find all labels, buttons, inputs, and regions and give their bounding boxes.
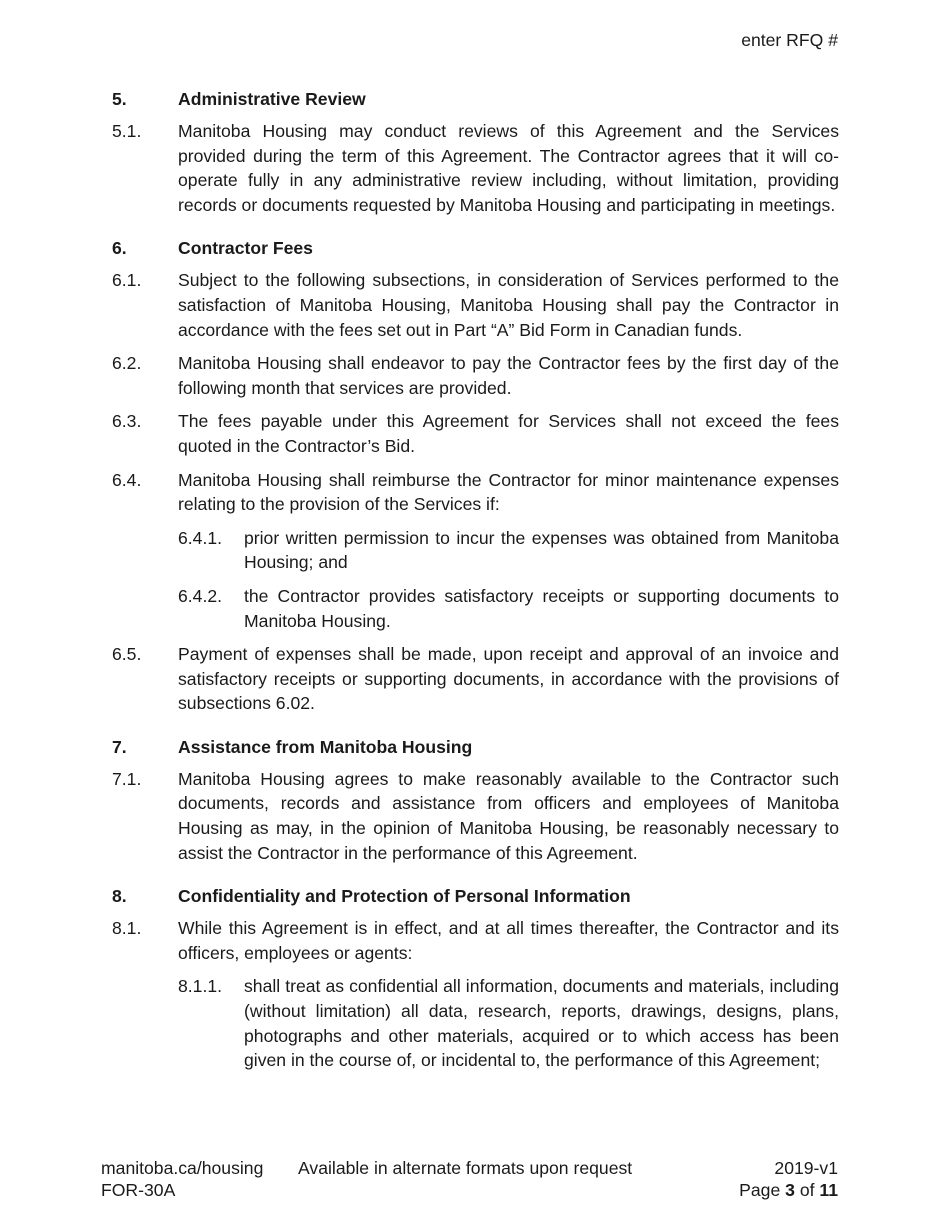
clause-8-1-1 [178,974,839,1072]
clause-text: While this Agreement is in effect, and at all times thereafter, the Contractor and its officers, employees or agents: [178,918,839,963]
clause-number: 6.4.1. [178,527,223,548]
clause-text: Subject to the following subsections, in consideration of Services performed to the satisfaction of Manitoba Housing, Manitoba Housing shall pay the Contractor in accordance with the fees set out in Part “A” Bid Form in Canadian funds. [178,270,839,340]
page-of: of [799,1180,815,1200]
rfq-number: enter RFQ # [741,30,838,50]
clause-6-2 [112,351,839,400]
clause-text: the Contractor provides satisfactory receipts or supporting documents to Manitoba Housing. [244,585,839,631]
section-6-heading [112,236,839,260]
clause-6-1 [112,268,839,342]
footer-website: manitoba.ca/housing [101,1158,264,1178]
clause-number: 8.1. [112,918,142,939]
clause-number: 5.1. [112,121,142,141]
clause-number: 6.5. [112,644,142,665]
section-number: 6. [112,238,127,259]
clause-text: Payment of expenses shall be made, upon receipt and approval of an invoice and satisfactory receipts or supporting documents, in accordance with the provisions of subsections 6.02. [178,644,839,714]
footer-alt-formats: Available in alternate formats upon request [298,1158,633,1178]
clause-number: 6.1. [112,270,142,291]
clause-number: 6.4.2. [178,585,223,606]
clause-5-1 [112,119,839,217]
clause-number: 6.4. [112,469,142,490]
section-title: Administrative Review [178,89,366,109]
clause-text: Manitoba Housing may conduct reviews of this Agreement and the Services provided during the term of this Agreement. The Contractor agrees that it will co-operate fully in any administrative review including, without limitation, providing records or documents requested by Manitoba Housing and participating in meetings. [178,121,839,215]
clause-text: shall treat as confidential all information, documents and materials, including (without limitation) all data, research, reports, drawings, designs, plans, photographs and other materials, acquired or to which access has been given in the course of, or incidental to, the performance of this Agreement; [244,976,839,1071]
section-number: 8. [112,886,127,907]
clause-6-4-1 [178,526,839,575]
section-5-heading [112,87,839,111]
clause-number: 6.3. [112,411,142,432]
document-body [112,87,839,1082]
page-total: 11 [819,1180,838,1200]
clause-text: Manitoba Housing shall reimburse the Contractor for minor maintenance expenses relating to the provision of the Services if: [178,469,839,515]
section-number: 7. [112,736,127,757]
clause-6-4 [112,468,839,517]
section-title: Contractor Fees [178,238,313,259]
section-8-heading [112,884,839,908]
section-title: Confidentiality and Protection of Personal Information [178,886,631,907]
clause-7-1 [112,767,839,865]
clause-text: Manitoba Housing agrees to make reasonably available to the Contractor such documents, records and assistance from officers and employees of Manitoba Housing as may, in the opinion of Manitoba Housing, be reasonably necessary to assist the Contractor in the performance of this Agreement. [178,768,839,863]
clause-number: 8.1.1. [178,976,223,997]
page-footer [101,1157,838,1201]
page-current: 3 [785,1180,795,1200]
footer-version: 2019-v1 [774,1158,838,1178]
clause-number: 7.1. [112,768,142,789]
section-title: Assistance from Manitoba Housing [178,736,473,757]
clause-8-1 [112,916,839,965]
clause-text: Manitoba Housing shall endeavor to pay the Contractor fees by the first day of the following month that services are provided. [178,353,839,398]
section-7-heading [112,735,839,759]
section-number: 5. [112,89,127,109]
clause-6-3 [112,409,839,458]
clause-6-4-2 [178,584,839,633]
clause-6-5 [112,642,839,716]
clause-text: The fees payable under this Agreement for Services shall not exceed the fees quoted in the Contractor’s Bid. [178,411,839,456]
footer-form-id: FOR-30A [101,1180,176,1200]
page-prefix: Page [739,1180,781,1200]
clause-text: prior written permission to incur the expenses was obtained from Manitoba Housing; and [244,527,839,573]
clause-number: 6.2. [112,353,142,374]
page-number [739,1179,838,1201]
